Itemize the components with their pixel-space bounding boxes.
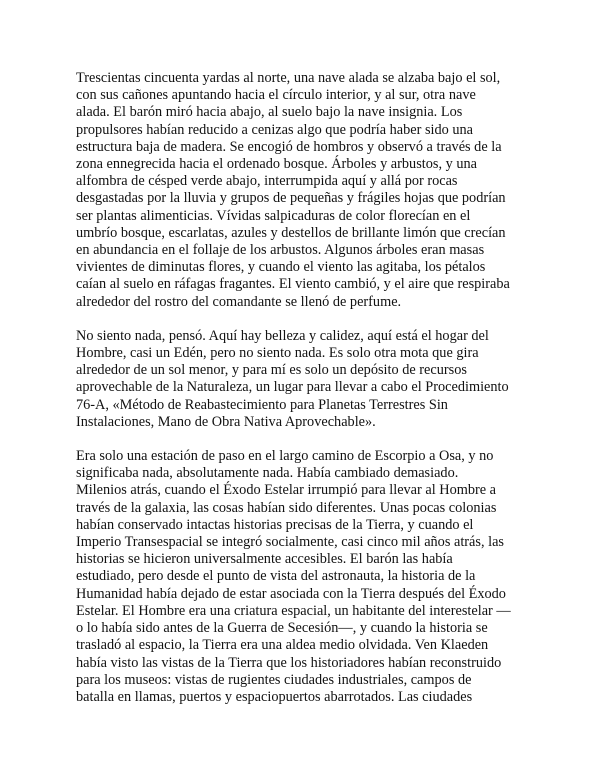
text-line: umbrío bosque, escarlatas, azules y destellos de brillante limón que crecían <box>76 224 506 241</box>
text-line: Imperio Transespacial se integró socialmente, casi cinco mil años atrás, las <box>76 534 504 551</box>
text-line: trasladó al espacio, la Tierra era una aldea medio olvidada. Ven Klaeden <box>76 637 489 654</box>
text-line: Humanidad había dejado de estar asociada con la Tierra después del Éxodo <box>76 585 506 602</box>
text-line: desgastadas por la lluvia y grupos de pequeñas y frágiles hojas que podrían <box>76 190 506 207</box>
document-page <box>76 70 536 723</box>
text-line: Milenios atrás, cuando el Éxodo Estelar irrumpió para llevar al Hombre a <box>76 482 497 499</box>
text-line: en abundancia en el follaje de los arbustos. Algunos árboles eran masas <box>76 242 485 259</box>
text-line: habían conservado intactas historias precisas de la Tierra, y cuando el <box>76 516 474 533</box>
text-line: Trescientas cincuenta yardas al norte, una nave alada se alzaba bajo el sol, <box>76 70 501 86</box>
text-line: batalla en llamas, puertos y espaciopuertos abarrotados. Las ciudades <box>76 688 473 705</box>
text-line: para los museos: vistas de rugientes ciudades industriales, campos de <box>76 671 472 688</box>
text-line: través de la galaxia, las cosas habían sido diferentes. Unas pocas colonias <box>76 499 497 516</box>
text-line: propulsores habían reducido a cenizas algo que podría haber sido una <box>76 121 473 138</box>
text-line: Estelar. El Hombre era una criatura espacial, un habitante del interestelar — <box>76 602 511 619</box>
text-line: significaba nada, absolutamente nada. Había cambiado demasiado. <box>76 465 459 482</box>
text-line: caían al suelo en ráfagas fragantes. El viento cambió, y el aire que respiraba <box>76 276 510 293</box>
paragraph-3 <box>76 448 536 706</box>
text-line: o lo había sido antes de la Guerra de Secesión—, y cuando la historia se <box>76 620 488 637</box>
text-line: estructura baja de madera. Se encogió de hombros y observó a través de la <box>76 138 502 155</box>
paragraph-1 <box>76 70 536 311</box>
text-line: vivientes de diminutas flores, y cuando el viento las agitaba, los pétalos <box>76 259 486 276</box>
text-line: 76-A, «Método de Reabastecimiento para Planetas Terrestres Sin <box>76 396 448 413</box>
paragraph-2 <box>76 328 536 431</box>
text-line: Instalaciones, Mano de Obra Nativa Aprovechable». <box>76 413 376 430</box>
text-line: estudiado, pero desde el punto de vista del astronauta, la historia de la <box>76 568 476 585</box>
text-line: ser plantas alimenticias. Vívidas salpicaduras de color florecían en el <box>76 207 471 224</box>
text-line: alfombra de césped verde abajo, interrumpida aquí y allá por rocas <box>76 173 458 190</box>
text-line: historias se hicieron universalmente accesibles. El barón las había <box>76 551 453 568</box>
text-line: había visto las vistas de la Tierra que los historiadores habían reconstruido <box>76 654 502 671</box>
text-line: Era solo una estación de paso en el largo camino de Escorpio a Osa, y no <box>76 448 494 465</box>
text-line: alrededor del rostro del comandante se llenó de perfume. <box>76 293 402 310</box>
text-line: No siento nada, pensó. Aquí hay belleza y calidez, aquí está el hogar del <box>76 327 489 344</box>
text-line: Hombre, casi un Edén, pero no siento nada. Es solo otra mota que gira <box>76 345 479 362</box>
text-line: alada. El barón miró hacia abajo, al suelo bajo la nave insignia. Los <box>76 104 463 121</box>
text-line: alrededor de un sol menor, y para mí es solo un depósito de recursos <box>76 362 467 379</box>
text-line: zona ennegrecida hacia el ordenado bosque. Árboles y arbustos, y una <box>76 156 477 173</box>
text-line: con sus cañones apuntando hacia el círculo interior, y al sur, otra nave <box>76 87 476 104</box>
text-line: aprovechable de la Naturaleza, un lugar para llevar a cabo el Procedimiento <box>76 379 509 396</box>
